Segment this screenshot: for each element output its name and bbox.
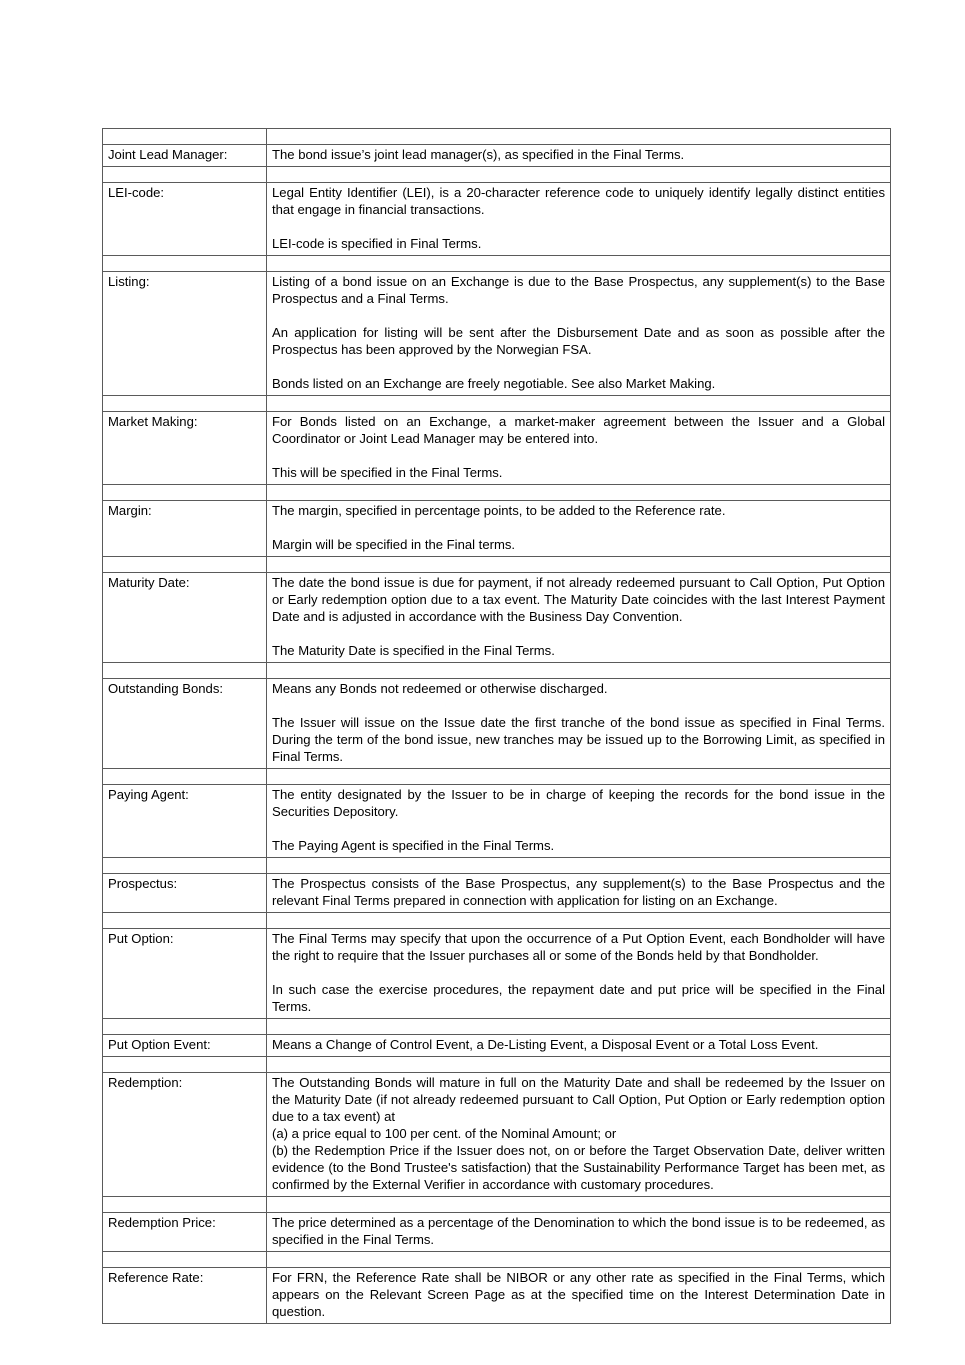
definition-text: [267, 679, 891, 769]
definition-row: [103, 679, 891, 769]
definition-row: [103, 929, 891, 1019]
definition-paragraph: Margin will be specified in the Final terms.: [272, 537, 516, 552]
definition-text: [267, 929, 891, 1019]
definition-paragraph: For Bonds listed on an Exchange, a market-maker agreement between the Issuer and a Global Coordinator or Joint Lead Manager may be entered into.: [272, 414, 885, 446]
spacer-row: [103, 256, 891, 272]
definition-term: Prospectus:: [103, 874, 267, 913]
spacer-cell: [267, 167, 891, 183]
definition-text: [267, 412, 891, 485]
definition-paragraph: LEI-code is specified in Final Terms.: [272, 236, 482, 251]
definition-term: Market Making:: [103, 412, 267, 485]
definition-text: [267, 1268, 891, 1324]
definition-paragraph: This will be specified in the Final Terms.: [272, 465, 503, 480]
spacer-cell: [267, 256, 891, 272]
definition-paragraph: Listing of a bond issue on an Exchange is due to the Base Prospectus, any supplement(s) to the Base Prospectus and a Final Terms.: [272, 274, 885, 306]
definition-paragraph: The price determined as a percentage of the Denomination to which the bond issue is to be redeemed, as specified in the Final Terms.: [272, 1215, 885, 1247]
spacer-cell: [103, 1019, 267, 1035]
spacer-cell: [267, 557, 891, 573]
definition-row: [103, 1035, 891, 1057]
definition-paragraph: The Final Terms may specify that upon the occurrence of a Put Option Event, each Bondholder will have the right to require that the Issuer purchases all or some of the Bonds held by that Bondholder.: [272, 931, 885, 963]
spacer-cell: [267, 485, 891, 501]
spacer-row: [103, 129, 891, 145]
definition-text: [267, 183, 891, 256]
spacer-row: [103, 167, 891, 183]
definition-text: [267, 874, 891, 913]
definition-paragraph: The bond issue’s joint lead manager(s), as specified in the Final Terms.: [272, 147, 685, 162]
definition-paragraph: The date the bond issue is due for payment, if not already redeemed pursuant to Call Option, Put Option or Early redemption option due to a tax event. The Maturity Date coincides with the last Interest Payment Date and is adjusted in accordance with the Business Day Convention.: [272, 575, 885, 624]
spacer-row: [103, 485, 891, 501]
definition-paragraph: Means any Bonds not redeemed or otherwise discharged.: [272, 681, 608, 696]
definition-term: LEI-code:: [103, 183, 267, 256]
definition-term: Redemption:: [103, 1073, 267, 1197]
definition-text: [267, 1073, 891, 1197]
definition-paragraph: The Outstanding Bonds will mature in full on the Maturity Date and shall be redeemed by the Issuer on the Maturity Date (if not already redeemed pursuant to Call Option, Put Option or Early redemption option due to a tax event) at: [272, 1075, 885, 1124]
spacer-cell: [103, 1252, 267, 1268]
definition-paragraph: (a) a price equal to 100 per cent. of the Nominal Amount; or: [272, 1126, 617, 1141]
definition-paragraph: For FRN, the Reference Rate shall be NIBOR or any other rate as specified in the Final Terms, which appears on the Relevant Screen Page as at the specified time on the Interest Determination Date in question.: [272, 1270, 885, 1319]
definitions-table-body: [103, 129, 891, 1324]
spacer-cell: [267, 858, 891, 874]
definition-row: [103, 145, 891, 167]
definition-row: [103, 573, 891, 663]
spacer-cell: [267, 396, 891, 412]
definition-paragraph: In such case the exercise procedures, the repayment date and put price will be specified in the Final Terms.: [272, 982, 885, 1014]
definition-row: [103, 272, 891, 396]
definition-row: [103, 183, 891, 256]
spacer-cell: [103, 557, 267, 573]
definition-text: [267, 573, 891, 663]
spacer-cell: [103, 663, 267, 679]
definition-row: [103, 501, 891, 557]
definition-term: Joint Lead Manager:: [103, 145, 267, 167]
spacer-row: [103, 557, 891, 573]
definition-term: Put Option:: [103, 929, 267, 1019]
definition-paragraph: The margin, specified in percentage points, to be added to the Reference rate.: [272, 503, 726, 518]
spacer-row: [103, 1057, 891, 1073]
spacer-cell: [103, 913, 267, 929]
spacer-cell: [103, 485, 267, 501]
definition-paragraph: (b) the Redemption Price if the Issuer does not, on or before the Target Observation Date, deliver written evidence (to the Bond Trustee's satisfaction) that the Sustainability Performance Target has been met, as confirmed by the External Verifier in accordance with customary procedures.: [272, 1143, 885, 1192]
definition-term: Listing:: [103, 272, 267, 396]
definition-term: Put Option Event:: [103, 1035, 267, 1057]
spacer-cell: [103, 167, 267, 183]
definition-text: [267, 501, 891, 557]
definition-text: [267, 145, 891, 167]
definition-term: Margin:: [103, 501, 267, 557]
definition-paragraph: The Issuer will issue on the Issue date the first tranche of the bond issue as specified in Final Terms. During the term of the bond issue, new tranches may be issued up to the Borrowing Limit, as specified in Final Terms.: [272, 715, 885, 764]
definition-text: [267, 1213, 891, 1252]
definition-term: Redemption Price:: [103, 1213, 267, 1252]
definition-paragraph: The Paying Agent is specified in the Final Terms.: [272, 838, 555, 853]
definition-term: Reference Rate:: [103, 1268, 267, 1324]
definition-paragraph: An application for listing will be sent after the Disbursement Date and as soon as possible after the Prospectus has been approved by the Norwegian FSA.: [272, 325, 885, 357]
definition-row: [103, 412, 891, 485]
spacer-cell: [267, 1057, 891, 1073]
spacer-cell: [267, 129, 891, 145]
definition-paragraph: The Prospectus consists of the Base Prospectus, any supplement(s) to the Base Prospectus and the relevant Final Terms prepared in connection with application for listing on an Exchange.: [272, 876, 885, 908]
spacer-row: [103, 769, 891, 785]
definition-paragraph: Legal Entity Identifier (LEI), is a 20-character reference code to uniquely identify legally distinct entities that engage in financial transactions.: [272, 185, 885, 217]
spacer-cell: [103, 129, 267, 145]
spacer-cell: [267, 913, 891, 929]
definitions-table: [102, 128, 891, 1324]
definition-text: [267, 785, 891, 858]
spacer-cell: [103, 256, 267, 272]
spacer-cell: [267, 769, 891, 785]
spacer-row: [103, 1019, 891, 1035]
spacer-cell: [267, 1019, 891, 1035]
definition-text: [267, 272, 891, 396]
definition-row: [103, 1213, 891, 1252]
definition-text: [267, 1035, 891, 1057]
spacer-cell: [103, 1057, 267, 1073]
spacer-cell: [267, 1252, 891, 1268]
spacer-cell: [267, 1197, 891, 1213]
spacer-cell: [267, 663, 891, 679]
spacer-row: [103, 663, 891, 679]
spacer-row: [103, 396, 891, 412]
definition-term: Paying Agent:: [103, 785, 267, 858]
spacer-cell: [103, 769, 267, 785]
definition-row: [103, 1268, 891, 1324]
spacer-row: [103, 913, 891, 929]
definition-paragraph: Means a Change of Control Event, a De-Listing Event, a Disposal Event or a Total Loss Event.: [272, 1037, 819, 1052]
spacer-row: [103, 1252, 891, 1268]
definition-term: Maturity Date:: [103, 573, 267, 663]
definition-paragraph: The Maturity Date is specified in the Final Terms.: [272, 643, 555, 658]
definition-term: Outstanding Bonds:: [103, 679, 267, 769]
spacer-cell: [103, 396, 267, 412]
definition-row: [103, 785, 891, 858]
spacer-cell: [103, 858, 267, 874]
spacer-row: [103, 858, 891, 874]
definition-paragraph: The entity designated by the Issuer to be in charge of keeping the records for the bond issue in the Securities Depository.: [272, 787, 885, 819]
spacer-cell: [103, 1197, 267, 1213]
definition-row: [103, 1073, 891, 1197]
definition-paragraph: Bonds listed on an Exchange are freely negotiable. See also Market Making.: [272, 376, 716, 391]
spacer-row: [103, 1197, 891, 1213]
definition-row: [103, 874, 891, 913]
